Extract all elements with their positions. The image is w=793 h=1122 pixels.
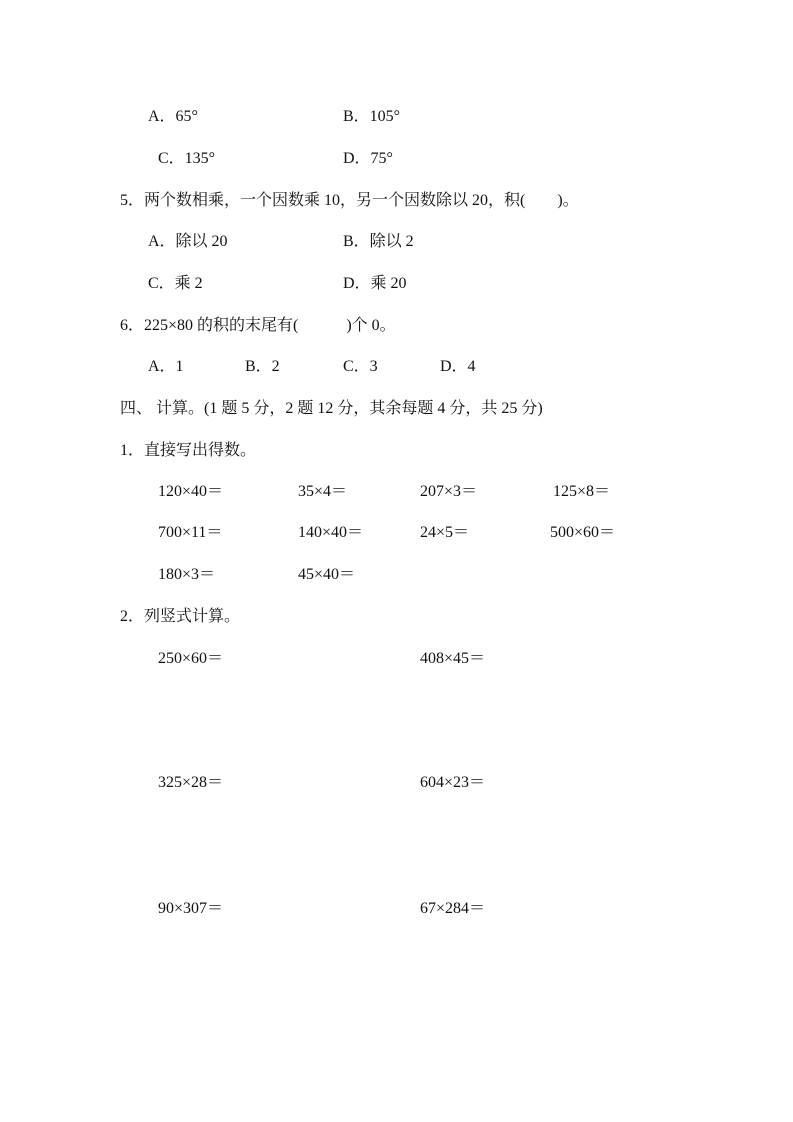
q4-option-a: A．65° <box>148 108 198 125</box>
mental-math-item: 45×40＝ <box>298 566 356 583</box>
part-2-title: 2．列竖式计算。 <box>120 608 241 625</box>
mental-math-item: 140×40＝ <box>298 524 364 541</box>
q5-stem: 5．两个数相乘，一个因数乘 10，另一个因数除以 20，积( )。 <box>120 192 579 209</box>
q5-option-b: B．除以 2 <box>343 233 414 250</box>
q4-option-d: D．75° <box>343 150 393 167</box>
vertical-calc-item: 90×307＝ <box>158 900 224 917</box>
vertical-calc-item: 408×45＝ <box>420 650 486 667</box>
mental-math-item: 24×5＝ <box>420 524 470 541</box>
part-1-title: 1．直接写出得数。 <box>120 442 257 459</box>
mental-math-item: 35×4＝ <box>298 483 348 500</box>
q6-stem: 6．225×80 的积的末尾有( )个 0。 <box>120 317 396 334</box>
q5-option-d: D．乘 20 <box>343 275 407 292</box>
vertical-calc-item: 325×28＝ <box>158 774 224 791</box>
q6-option-c: C．3 <box>343 358 378 375</box>
q5-option-a: A．除以 20 <box>148 233 228 250</box>
vertical-calc-item: 250×60＝ <box>158 650 224 667</box>
q6-option-b: B．2 <box>245 358 280 375</box>
mental-math-item: 207×3＝ <box>420 483 478 500</box>
q6-option-d: D．4 <box>440 358 476 375</box>
mental-math-item: 125×8＝ <box>553 483 611 500</box>
q4-option-c: C．135° <box>158 150 216 167</box>
q6-option-a: A．1 <box>148 358 184 375</box>
section-4-title: 四、 计算。(1 题 5 分，2 题 12 分，其余每题 4 分，共 25 分) <box>120 400 543 417</box>
mental-math-item: 500×60＝ <box>550 524 616 541</box>
q4-option-b: B．105° <box>343 108 401 125</box>
vertical-calc-item: 67×284＝ <box>420 900 486 917</box>
mental-math-item: 120×40＝ <box>158 483 224 500</box>
vertical-calc-item: 604×23＝ <box>420 774 486 791</box>
mental-math-item: 180×3＝ <box>158 566 216 583</box>
q5-option-c: C．乘 2 <box>148 275 203 292</box>
mental-math-item: 700×11＝ <box>158 524 223 541</box>
